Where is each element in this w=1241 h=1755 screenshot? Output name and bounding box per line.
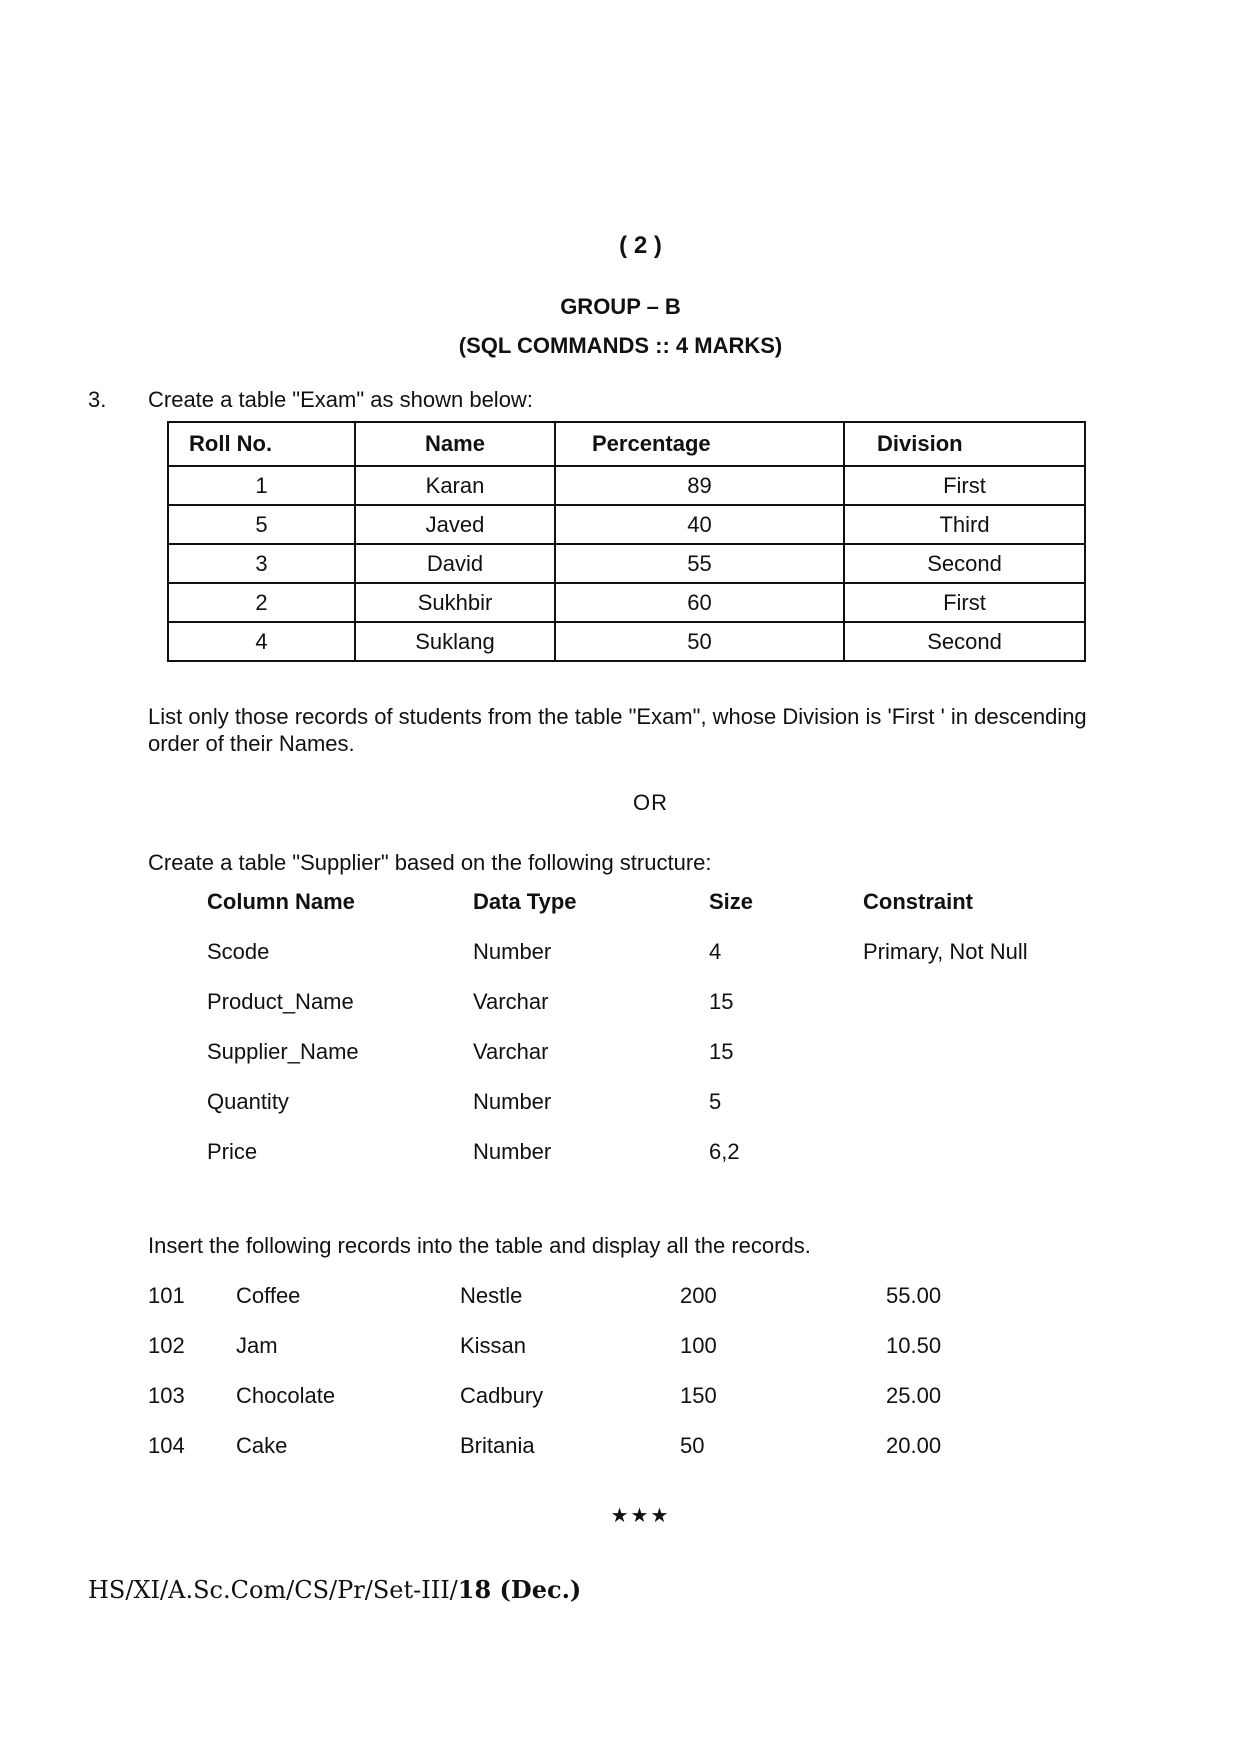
record-cell: 100 bbox=[680, 1333, 717, 1358]
exam-cell: 40 bbox=[555, 505, 844, 544]
record-cell: 101 bbox=[148, 1283, 185, 1308]
exam-instruction: List only those records of students from the table "Exam", whose Division is 'First ' in descending order of their Names. bbox=[148, 704, 1087, 756]
exam-cell: Sukhbir bbox=[355, 583, 555, 622]
exam-cell: 3 bbox=[168, 544, 355, 583]
structure-cell: Product_Name bbox=[207, 989, 354, 1014]
table-row bbox=[168, 583, 1085, 622]
record-cell: Jam bbox=[236, 1333, 278, 1358]
structure-cell: 4 bbox=[709, 939, 722, 964]
paper-code-bold: 18 (Dec.) bbox=[457, 1575, 582, 1604]
exam-cell: Suklang bbox=[355, 622, 555, 661]
question-intro: Create a table "Exam" as shown below: bbox=[148, 387, 533, 412]
exam-cell: 4 bbox=[168, 622, 355, 661]
record-cell: 55.00 bbox=[886, 1283, 942, 1308]
structure-cell: Quantity bbox=[207, 1089, 289, 1114]
record-cell: 103 bbox=[148, 1383, 185, 1408]
exam-cell: First bbox=[844, 466, 1085, 505]
exam-header-name: Name bbox=[355, 422, 555, 466]
structure-cell: Scode bbox=[207, 939, 270, 964]
table-row bbox=[168, 505, 1085, 544]
structure-cell: Varchar bbox=[473, 989, 549, 1014]
record-cell: Coffee bbox=[236, 1283, 301, 1308]
record-cell: Britania bbox=[460, 1433, 535, 1458]
record-cell: Kissan bbox=[460, 1333, 527, 1358]
structure-cell: Number bbox=[473, 939, 552, 964]
exam-table-header-row bbox=[168, 422, 1085, 466]
page-number: ( 2 ) bbox=[619, 232, 662, 259]
record-cell: 104 bbox=[148, 1433, 185, 1458]
record-cell: 25.00 bbox=[886, 1383, 942, 1408]
exam-cell: 1 bbox=[168, 466, 355, 505]
structure-cell: Supplier_Name bbox=[207, 1039, 359, 1064]
structure-cell: Price bbox=[207, 1139, 258, 1164]
group-title: GROUP – B bbox=[560, 294, 681, 319]
record-cell: Cake bbox=[236, 1433, 288, 1458]
table-row bbox=[168, 544, 1085, 583]
exam-cell: Karan bbox=[355, 466, 555, 505]
structure-cell: 6,2 bbox=[709, 1139, 740, 1164]
end-marker-stars: ★★★ bbox=[610, 1505, 671, 1527]
structure-cell: 5 bbox=[709, 1089, 722, 1114]
exam-header-percentage: Percentage bbox=[555, 422, 844, 466]
table-row bbox=[168, 622, 1085, 661]
record-cell: 20.00 bbox=[886, 1433, 942, 1458]
structure-cell: Number bbox=[473, 1139, 552, 1164]
structure-cell: 15 bbox=[709, 1039, 734, 1064]
exam-cell: 50 bbox=[555, 622, 844, 661]
record-cell: 150 bbox=[680, 1383, 717, 1408]
paper-code: HS/XI/A.Sc.Com/CS/Pr/Set-III/ bbox=[88, 1576, 458, 1604]
structure-header-size: Size bbox=[709, 889, 754, 914]
exam-cell: Second bbox=[844, 544, 1085, 583]
table-row bbox=[168, 466, 1085, 505]
exam-cell: First bbox=[844, 583, 1085, 622]
structure-cell: Varchar bbox=[473, 1039, 549, 1064]
exam-header-division: Division bbox=[844, 422, 1085, 466]
record-cell: Nestle bbox=[460, 1283, 523, 1308]
record-cell: 50 bbox=[680, 1433, 705, 1458]
structure-cell: 15 bbox=[709, 989, 734, 1014]
structure-header-data-type: Data Type bbox=[473, 889, 577, 914]
record-cell: 10.50 bbox=[886, 1333, 942, 1358]
exam-cell: David bbox=[355, 544, 555, 583]
exam-cell: 2 bbox=[168, 583, 355, 622]
structure-header-column-name: Column Name bbox=[207, 889, 355, 914]
record-cell: 102 bbox=[148, 1333, 185, 1358]
exam-cell: 60 bbox=[555, 583, 844, 622]
exam-cell: Third bbox=[844, 505, 1085, 544]
record-cell: 200 bbox=[680, 1283, 717, 1308]
structure-cell: Primary, Not Null bbox=[863, 939, 1028, 964]
record-cell: Chocolate bbox=[236, 1383, 336, 1408]
exam-header-roll: Roll No. bbox=[168, 422, 355, 466]
record-cell: Cadbury bbox=[460, 1383, 544, 1408]
insert-instruction: Insert the following records into the table and display all the records. bbox=[148, 1233, 811, 1258]
section-marks: (SQL COMMANDS :: 4 MARKS) bbox=[458, 333, 783, 358]
exam-cell: 89 bbox=[555, 466, 844, 505]
paper-code-footer bbox=[88, 1575, 581, 1604]
or-label: OR bbox=[633, 790, 668, 815]
exam-cell: Javed bbox=[355, 505, 555, 544]
exam-cell: Second bbox=[844, 622, 1085, 661]
exam-cell: 55 bbox=[555, 544, 844, 583]
exam-cell: 5 bbox=[168, 505, 355, 544]
supplier-intro: Create a table "Supplier" based on the following structure: bbox=[148, 850, 712, 875]
exam-table bbox=[167, 421, 1086, 662]
question-number: 3. bbox=[88, 387, 107, 412]
structure-cell: Number bbox=[473, 1089, 552, 1114]
structure-header-constraint: Constraint bbox=[863, 889, 973, 914]
